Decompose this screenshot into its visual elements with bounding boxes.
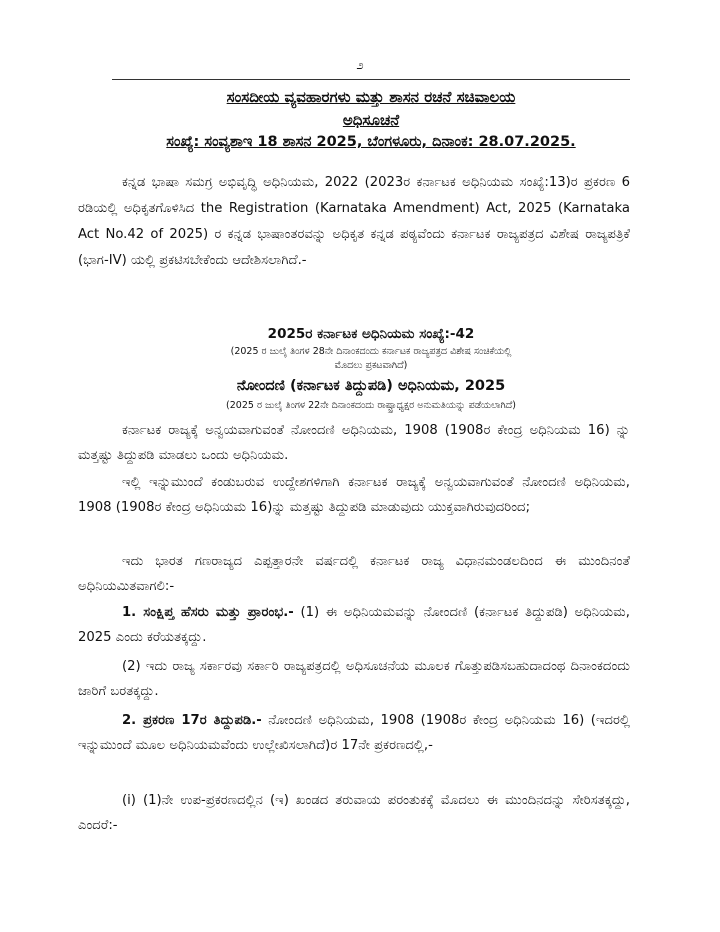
header-rule bbox=[112, 79, 630, 80]
intro-paragraph bbox=[78, 170, 630, 274]
publication-note bbox=[112, 345, 630, 373]
notification-title: ಅಧಿಸೂಚನೆ bbox=[342, 111, 400, 129]
section-1-subsection-2: (2) ಇದು ರಾಜ್ಯ ಸರ್ಕಾರವು ಸರ್ಕಾರಿ ರಾಜ್ಯಪತ್ರದಲ್ಲಿ ಅಧಿಸೂಚನೆಯ ಮೂಲಕ ಗೊತ್ತುಪಡಿಸಬಹುದಾದಂಥ ದಿನಾಂಕದಂದು ಜಾರಿಗೆ ಬರತಕ್ಕದ್ದು. bbox=[78, 659, 630, 699]
act-number: 2025ರ ಕರ್ನಾಟಕ ಅಧಿನಿಯಮ ಸಂಖ್ಯೆ:-42 bbox=[267, 326, 475, 342]
section-2-heading: 2. ಪ್ರಕರಣ 17ರ ತಿದ್ದುಪಡಿ.- bbox=[122, 713, 262, 728]
section-1-text: (1) ಈ ಅಧಿನಿಯಮವನ್ನು ನೋಂದಣಿ (ಕರ್ನಾಟಕ ತಿದ್ದುಪಡಿ) ಅಧಿನಿಯಮ, 2025 ಎಂದು ಕರೆಯತಕ್ಕದ್ದು. bbox=[78, 605, 630, 645]
intro-text: ಕನ್ನಡ ಭಾಷಾ ಸಮಗ್ರ ಅಭಿವೃದ್ಧಿ ಅಧಿನಿಯಮ, 2022 (2023ರ ಕರ್ನಾಟಕ ಅಧಿನಿಯಮ ಸಂಖ್ಯೆ:13)ರ ಪ್ರಕರಣ 6 ರಡಿಯಲ್ಲಿ ಅಧಿಕೃತಗೊಳಿಸಿದ the Registration (Karnataka Amendment) Act, 2025 (Karnataka Act No.42 of 2025) ರ ಕನ್ನಡ ಭಾಷಾಂತರವನ್ನು ಅಧಿಕೃತ ಕನ್ನಡ ಪಠ್ಯವೆಂದು ಕರ್ನಾಟಕ ರಾಜ್ಯಪತ್ರದ ವಿಶೇಷ ರಾಜ್ಯಪತ್ರಿಕೆ (ಭಾಗ-IV) ಯಲ್ಲಿ ಪ್ರಕಟಿಸಬೇಕೆಂದು ಆದೇಶಿಸಲಾಗಿದೆ.- bbox=[78, 175, 630, 268]
preamble: ಇಲ್ಲಿ ಇನ್ನುಮುಂದೆ ಕಂಡುಬರುವ ಉದ್ದೇಶಗಳಿಗಾಗಿ ಕರ್ನಾಟಕ ರಾಜ್ಯಕ್ಕೆ ಅನ್ವಯವಾಗುವಂತೆ ನೋಂದಣಿ ಅಧಿನಿಯಮ, 1908 (1908ರ ಕೇಂದ್ರ ಅಧಿನಿಯಮ 16)ನ್ನು ಮತ್ತಷ್ಟು ತಿದ್ದುಪಡಿ ಮಾಡುವುದು ಯುಕ್ತವಾಗಿರುವುದರಿಂದ; bbox=[78, 475, 630, 515]
publication-note-line2: ಮೊದಲು ಪ್ರಕಟವಾಗಿದೆ) bbox=[334, 360, 408, 371]
section-2-clause-i: (i) (1)ನೇ ಉಪ-ಪ್ರಕರಣದಲ್ಲಿನ (ಇ) ಖಂಡದ ತರುವಾಯ ಪರಂತುಕಕ್ಕೆ ಮೊದಲು ಈ ಮುಂದಿನದನ್ನು ಸೇರಿಸತಕ್ಕದ್ದು, ಎಂದರೆ:- bbox=[78, 793, 630, 833]
enacting-clause: ಇದು ಭಾರತ ಗಣರಾಜ್ಯದ ಎಪ್ಪತ್ತಾರನೇ ವರ್ಷದಲ್ಲಿ ಕರ್ನಾಟಕ ರಾಜ್ಯ ವಿಧಾನಮಂಡಲದಿಂದ ಈ ಮುಂದಿನಂತೆ ಅಧಿನಿಯಮಿತವಾಗಲಿ:- bbox=[78, 554, 630, 594]
reference-line: ಸಂಖ್ಯೆ: ಸಂವ್ಯಶಾಇ 18 ಶಾಸನ 2025, ಬೆಂಗಳೂರು, ದಿನಾಂಕ: 28.07.2025. bbox=[166, 134, 576, 150]
act-title: ನೋಂದಣಿ (ಕರ್ನಾಟಕ ತಿದ್ದುಪಡಿ) ಅಧಿನಿಯಮ, 2025 bbox=[236, 378, 506, 394]
department-heading: ಸಂಸದೀಯ ವ್ಯವಹಾರಗಳು ಮತ್ತು ಶಾಸನ ರಚನೆ ಸಚಿವಾಲಯ bbox=[226, 88, 516, 106]
page-number: ೨ bbox=[356, 58, 364, 73]
section-1-heading: 1. ಸಂಕ್ಷಿಪ್ತ ಹೆಸರು ಮತ್ತು ಪ್ರಾರಂಭ.- bbox=[122, 605, 294, 620]
section-2 bbox=[78, 708, 630, 758]
publication-note-line1: (2025 ರ ಜುಲೈ ತಿಂಗಳ 28ನೇ ದಿನಾಂಕದಂದು ಕರ್ನಾಟಕ ರಾಜ್ಯಪತ್ರದ ವಿಶೇಷ ಸಂಚಿಕೆಯಲ್ಲಿ bbox=[230, 346, 512, 357]
long-title: ಕರ್ನಾಟಕ ರಾಜ್ಯಕ್ಕೆ ಅನ್ವಯವಾಗುವಂತೆ ನೋಂದಣಿ ಅಧಿನಿಯಮ, 1908 (1908ರ ಕೇಂದ್ರ ಅಧಿನಿಯಮ 16) ನ್ನು ಮತ್ತಷ್ಟು ತಿದ್ದುಪಡಿ ಮಾಡಲು ಒಂದು ಅಧಿನಿಯಮ. bbox=[78, 423, 630, 463]
section-1 bbox=[78, 600, 630, 650]
section-2-text: ನೋಂದಣಿ ಅಧಿನಿಯಮ, 1908 (1908ರ ಕೇಂದ್ರ ಅಧಿನಿಯಮ 16) (ಇದರಲ್ಲಿ ಇನ್ನುಮುಂದೆ ಮೂಲ ಅಧಿನಿಯಮವೆಂದು ಉಲ್ಲೇಖಿಸಲಾಗಿದೆ)ರ 17ನೇ ಪ್ರಕರಣದಲ್ಲಿ,- bbox=[78, 713, 630, 753]
assent-note: (2025 ರ ಜುಲೈ ತಿಂಗಳ 22ನೇ ದಿನಾಂಕದಂದು ರಾಷ್ಟ್ರಾಧ್ಯಕ್ಷರ ಅನುಮತಿಯನ್ನು ಪಡೆಯಲಾಗಿದೆ) bbox=[226, 400, 516, 411]
